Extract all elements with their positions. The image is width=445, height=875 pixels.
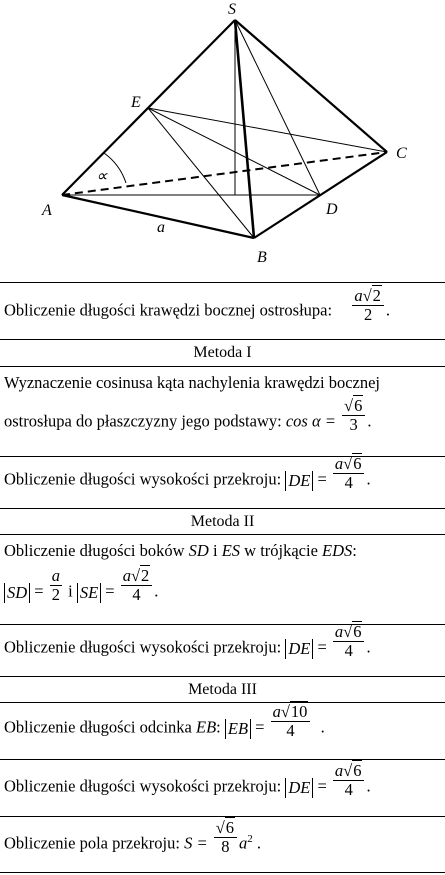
row-lateral-edge: Obliczenie długości krawędzi bocznej ostrosłupa: $\frac{a√2}{2}$ . xyxy=(0,282,445,339)
row-height-2: Obliczenie długości wysokości przekroju: DE = $\frac{a√6}{4}$ . xyxy=(0,624,445,676)
vertex-A-label: A xyxy=(42,202,52,219)
row-text: Obliczenie długości krawędzi bocznej ostrosłupa: xyxy=(4,300,333,320)
row-height-3: Obliczenie długości wysokości przekroju: DE = $\frac{a√6}{4}$ . xyxy=(0,759,445,816)
vertex-C-label: C xyxy=(396,145,407,162)
height-fraction: $\frac{a√6}{4}$ xyxy=(333,762,365,799)
angle-alpha-label: ∝ xyxy=(96,168,108,185)
area-fraction: $\frac{√6}{8}$ xyxy=(214,819,237,856)
method-3-title: Metoda III xyxy=(188,681,257,698)
eb-fraction: $\frac{a√10}{4}$ xyxy=(271,703,311,740)
edge-a-label: a xyxy=(157,219,165,236)
sd-fraction: $\frac{a}{2}$ xyxy=(51,566,60,604)
cos-fraction: $\frac{√6}{3}$ xyxy=(342,397,365,434)
row-text: Obliczenie długości wysokości przekroju: xyxy=(4,469,282,489)
height-fraction: $\frac{a√6}{4}$ xyxy=(333,623,365,660)
method-2-header xyxy=(0,508,445,534)
row-cosine: Wyznaczenie cosinusa kąta nachylenia krawędzi bocznej ostrosłupa do płaszczyzny jego podstawy: cos α = $\frac{√6}{3}$ . xyxy=(0,366,445,456)
method-1-title: Metoda I xyxy=(193,344,252,361)
vertex-D-label: D xyxy=(326,201,338,218)
height-fraction: $\frac{a√6}{4}$ xyxy=(333,455,365,492)
row-triangle-sides: Obliczenie długości boków SD i ES w trójkącie EDS: SD = $\frac{a}{2}$ i SE = $\frac{a√2}{4}$ . xyxy=(0,534,445,624)
method-3-header xyxy=(0,676,445,702)
method-1-header xyxy=(0,339,445,366)
vertex-B-label: B xyxy=(257,249,267,266)
pyramid-figure xyxy=(0,0,445,280)
vertex-E-label: E xyxy=(131,94,141,111)
row-text: Obliczenie długości wysokości przekroju: xyxy=(4,637,282,657)
method-2-title: Metoda II xyxy=(190,513,255,530)
line-SC-mid xyxy=(235,20,387,152)
line-EC xyxy=(148,108,387,152)
vertex-S-label: S xyxy=(228,1,236,18)
row-height-1: Obliczenie długości wysokości przekroju: DE = $\frac{a√6}{4}$ . xyxy=(0,456,445,508)
line-ED xyxy=(148,108,320,195)
lateral-edge-fraction: $\frac{a√2}{2}$ xyxy=(352,287,384,324)
row-text-line2: ostrosłupa do płaszczyzny jego podstawy: xyxy=(4,411,282,431)
edge-SA xyxy=(62,20,235,195)
row-text: Obliczenie długości wysokości przekroju: xyxy=(4,776,282,796)
row-section-area: Obliczenie pola przekroju: S = $\frac{√6}{8}$ $a^2$ . xyxy=(0,816,445,873)
se-fraction: $\frac{a√2}{4}$ xyxy=(121,567,153,604)
row-segment-eb: Obliczenie długości odcinka EB: EB = $\frac{a√10}{4}$ . xyxy=(0,702,445,759)
row-text-line1: Wyznaczenie cosinusa kąta nachylenia krawędzi bocznej xyxy=(4,373,381,392)
cos-expression: cos α = xyxy=(285,411,336,431)
